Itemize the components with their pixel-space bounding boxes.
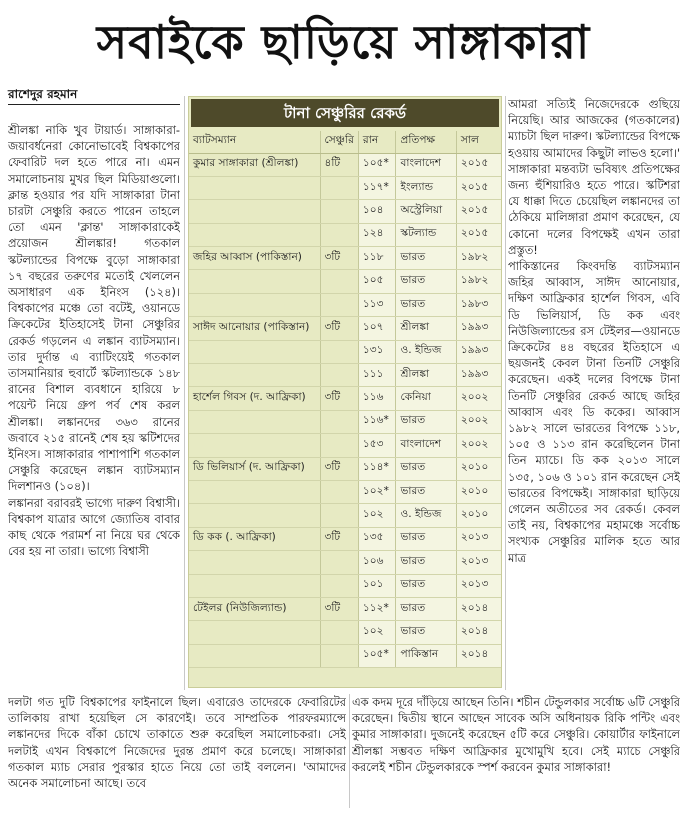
record-row	[189, 176, 501, 199]
cell-opp: ভারত	[396, 247, 456, 270]
cell-opp: ভারত	[396, 480, 456, 503]
record-row	[189, 364, 501, 387]
header-runs: রান	[358, 131, 396, 153]
cell-opp: বাংলাদেশ	[396, 434, 456, 457]
record-box-title: টানা সেঞ্চুরির রেকর্ড	[191, 99, 499, 127]
cell-batsman	[189, 551, 320, 574]
cell-centuries	[320, 340, 358, 363]
cell-year: ২০১৫	[456, 200, 501, 223]
cell-year: ২০১৪	[456, 621, 501, 644]
cell-batsman	[189, 223, 320, 246]
cell-centuries	[320, 223, 358, 246]
record-table	[189, 131, 501, 668]
column-divider-left	[184, 96, 185, 690]
cell-centuries	[320, 176, 358, 199]
cell-opp: ভারত	[396, 574, 456, 597]
cell-batsman	[189, 434, 320, 457]
record-row	[189, 527, 501, 550]
cell-opp: কেনিয়া	[396, 387, 456, 410]
cell-runs: ১২৪	[358, 223, 396, 246]
cell-year: ২০১৪	[456, 644, 501, 667]
record-row	[189, 434, 501, 457]
cell-year: ২০১৩	[456, 574, 501, 597]
cell-batsman: ডি ভিলিয়ার্স (দ. আফ্রিকা)	[189, 457, 320, 480]
right-column	[508, 96, 680, 688]
cell-runs: ১১৬	[358, 387, 396, 410]
record-row	[189, 410, 501, 433]
bottom-left-paragraph: দলটা গত দুটি বিশ্বকাপের ফাইনালে ছিল। এবারেও তাদেরকে ফেবারিটের তালিকায় রাখা হয়েছিল সে কারণেই। তবে সাম্প্রতিক পারফরম্যান্সে লঙ্কানদের দিকে বাঁকা চোখে তাকাতে শুরু করেছিল সমালোচকরা। সেই দলটাই এখন বিশ্বকাপে নিজেদের দুরন্ত প্রমাণ করে চলেছে। সাঙ্গাকারা গতকাল ম্যাচ সেরার পুরস্কার হাতে নিয়ে তো তাই বললেন। 'আমাদের অনেক সমালোচনা আছে। তবে	[8, 695, 346, 791]
cell-year: ২০১৫	[456, 153, 501, 176]
record-row	[189, 200, 501, 223]
left-column	[8, 122, 180, 694]
cell-year: ২০১৫	[456, 223, 501, 246]
record-row	[189, 340, 501, 363]
cell-centuries	[320, 410, 358, 433]
cell-opp: পাকিস্তান	[396, 644, 456, 667]
cell-batsman: টেইলর (নিউজিল্যান্ড)	[189, 597, 320, 620]
cell-centuries: ৩টি	[320, 457, 358, 480]
cell-opp: ও. ইন্ডিজ	[396, 340, 456, 363]
cell-batsman	[189, 176, 320, 199]
cell-centuries: ৩টি	[320, 247, 358, 270]
cell-opp: ভারত	[396, 410, 456, 433]
cell-runs: ১০৫*	[358, 153, 396, 176]
right-paragraph-1: আমরা সত্যিই নিজেদেরকে গুছিয়ে নিয়েছি। আর আজকের (গতকালের) ম্যাচটা ছিল দারুণ। স্কটল্যান্ডের বিপক্ষে হওয়ায় আমাদের কিছুটা লাভও হলো।' সাঙ্গাকারা মন্তব্যটা ভবিষ্যৎ প্রতিপক্ষের জন্য হুঁশিয়ারিও হতে পারে। স্কটিশরা যে ধাক্কা দিতে চেয়েছিল লঙ্কানদের তা ঠেকিয়ে মালিঙ্গারা প্রমাণ করেছেন, যে কোনো দলের বিপক্ষেই এখন তারা প্রস্তুত!	[508, 97, 680, 257]
cell-opp: ভারত	[396, 270, 456, 293]
cell-batsman	[189, 340, 320, 363]
cell-runs: ১১৪*	[358, 457, 396, 480]
header-centuries: সেঞ্চুরি	[320, 131, 358, 153]
cell-year: ১৯৯৩	[456, 364, 501, 387]
cell-centuries	[320, 480, 358, 503]
headline: সবাইকে ছাড়িয়ে সাঙ্গাকারা	[96, 15, 591, 69]
cell-centuries	[320, 270, 358, 293]
cell-batsman	[189, 644, 320, 667]
record-row	[189, 457, 501, 480]
record-row	[189, 621, 501, 644]
cell-runs: ১১৮	[358, 247, 396, 270]
cell-runs: ১৩৫	[358, 527, 396, 550]
cell-centuries: ৩টি	[320, 597, 358, 620]
cell-batsman: সাঈদ আনোয়ার (পাকিস্তান)	[189, 317, 320, 340]
cell-batsman: হার্শেল গিবস (দ. আফ্রিকা)	[189, 387, 320, 410]
cell-opp: বাংলাদেশ	[396, 153, 456, 176]
cell-opp: ও. ইন্ডিজ	[396, 504, 456, 527]
cell-year: ১৯৮৩	[456, 293, 501, 316]
header-batsman: ব্যাটসম্যান	[189, 131, 320, 153]
record-row	[189, 223, 501, 246]
cell-centuries	[320, 200, 358, 223]
record-row	[189, 153, 501, 176]
cell-runs: ১০৬	[358, 551, 396, 574]
cell-year: ২০১৩	[456, 551, 501, 574]
header-opponent: প্রতিপক্ষ	[396, 131, 456, 153]
cell-centuries: ৩টি	[320, 317, 358, 340]
cell-year: ২০০২	[456, 387, 501, 410]
record-row	[189, 293, 501, 316]
cell-batsman: কুমার সাঙ্গাকারা (শ্রীলঙ্কা)	[189, 153, 320, 176]
cell-year: ১৯৮২	[456, 247, 501, 270]
record-row	[189, 270, 501, 293]
cell-year: ২০১৩	[456, 527, 501, 550]
byline-rule	[8, 104, 180, 105]
cell-runs: ১১৬*	[358, 410, 396, 433]
cell-runs: ১১১	[358, 364, 396, 387]
cell-centuries: ৪টি	[320, 153, 358, 176]
record-row	[189, 574, 501, 597]
column-divider-right	[505, 96, 506, 690]
cell-centuries	[320, 293, 358, 316]
cell-opp: ভারত	[396, 527, 456, 550]
cell-year: ২০১৪	[456, 597, 501, 620]
record-row	[189, 480, 501, 503]
cell-runs: ১১৭*	[358, 176, 396, 199]
byline: রাশেদুর রহমান	[8, 87, 78, 101]
cell-runs: ১০৭	[358, 317, 396, 340]
cell-year: ১৯৮২	[456, 270, 501, 293]
cell-year: ১৯৯৩	[456, 340, 501, 363]
cell-batsman: জহির আব্বাস (পাকিস্তান)	[189, 247, 320, 270]
record-table-header	[189, 131, 501, 153]
cell-opp: শ্রীলঙ্কা	[396, 317, 456, 340]
cell-year: ২০১০	[456, 457, 501, 480]
cell-batsman	[189, 410, 320, 433]
cell-year: ১৯৯৩	[456, 317, 501, 340]
cell-batsman	[189, 504, 320, 527]
cell-opp: ভারত	[396, 597, 456, 620]
cell-centuries: ৩টি	[320, 387, 358, 410]
header-year: সাল	[456, 131, 501, 153]
cell-opp: ভারত	[396, 293, 456, 316]
cell-opp: ইংল্যান্ড	[396, 176, 456, 199]
cell-runs: ১০২	[358, 504, 396, 527]
left-paragraph-1: শ্রীলঙ্কা নাকি খুব টায়ার্ড। সাঙ্গাকারা-জয়াবর্ধনেরা কোনোভাবেই বিশ্বকাপের ফেবারিট দল হতে পারে না। এমন সমালোচনায় মুখর ছিল মিডিয়াগুলো। ক্লান্ত হওয়ার পর যদি সাঙ্গাকারা টানা চারটা সেঞ্চুরি করতে পারেন তাহলে তো এমন 'ক্লান্ত' সাঙ্গাকারাকেই প্রয়োজন শ্রীলঙ্কার! গতকাল স্কটল্যান্ডের বিপক্ষে বুড়ো সাঙ্গাকারা ১৭ বছরের তরুণের মতোই খেললেন অসাধারণ এক ইনিংস (১২৪)। বিশ্বকাপের মঞ্চে তো বটেই, ওয়ানডে ক্রিকেটের ইতিহাসেই টানা সেঞ্চুরির রেকর্ড গড়লেন এ লঙ্কান ব্যাটসম্যান। তার দুর্দান্ত এ ব্যাটিংয়েই গতকাল তাসমানিয়ার হুবার্টে স্কটল্যান্ডকে ১৪৮ রানের বিশাল ব্যবধানে হারিয়ে ৮ পয়েন্ট নিয়ে গ্রুপ পর্ব শেষ করল শ্রীলঙ্কা। লঙ্কানদের ৩৬৩ রানের জবাবে ২১৫ রানেই শেষ হয় স্কটিশদের ইনিংস। সাঙ্গাকারার পাশাপাশি গতকাল সেঞ্চুরি করেছেন লঙ্কান ব্যাটসম্যান দিলশানও (১০৪)।	[8, 123, 180, 494]
cell-centuries	[320, 551, 358, 574]
cell-year: ২০০২	[456, 410, 501, 433]
column-divider-bottom	[349, 694, 350, 808]
cell-batsman	[189, 364, 320, 387]
cell-batsman: ডি কক (. আফ্রিকা)	[189, 527, 320, 550]
cell-runs: ১০৫	[358, 270, 396, 293]
cell-opp: স্কটল্যান্ড	[396, 223, 456, 246]
cell-runs: ১০১	[358, 574, 396, 597]
cell-opp: ভারত	[396, 551, 456, 574]
record-row	[189, 597, 501, 620]
record-row	[189, 551, 501, 574]
cell-year: ২০১০	[456, 480, 501, 503]
cell-runs: ১০৪	[358, 200, 396, 223]
right-paragraph-2: পাকিস্তানের কিংবদন্তি ব্যাটসম্যান জহির আব্বাস, সাঈদ আনোয়ার, দক্ষিণ আফ্রিকার হার্শেল গিবস, এবি ডি ভিলিয়ার্স, ডি কক এবং নিউজিল্যান্ডের রস টেইলর—ওয়ানডে ক্রিকেটের ৪৪ বছরের ইতিহাসে এ ছয়জনই কেবল টানা তিনটি সেঞ্চুরি করেছেন। একই দলের বিপক্ষে টানা তিনটি সেঞ্চুরির রেকর্ড আছে জহির আব্বাস এবং ডি ককের। আব্বাস ১৯৮২ সালে ভারতের বিপক্ষে ১১৮, ১০৫ ও ১১৩ রান করেছিলেন টানা তিন ম্যাচে। ডি কক ২০১৩ সালে ১৩৫, ১০৬ ও ১০১ রান করেছেন সেই ভারতের বিপক্ষেই। সাঙ্গাকারা ছাড়িয়ে গেলেন অতীতের সব রেকর্ড। কেবল তাই নয়, বিশ্বকাপের মহামঞ্চে সর্বোচ্চ সংখ্যক সেঞ্চুরির মালিক হতে আর মাত্র	[508, 259, 680, 565]
cell-year: ২০০২	[456, 434, 501, 457]
cell-runs: ১০২*	[358, 480, 396, 503]
record-row	[189, 387, 501, 410]
cell-centuries	[320, 504, 358, 527]
record-row	[189, 504, 501, 527]
cell-batsman	[189, 293, 320, 316]
cell-opp: ভারত	[396, 457, 456, 480]
cell-runs: ১১২*	[358, 597, 396, 620]
cell-runs: ১০৫*	[358, 644, 396, 667]
bottom-left-text	[8, 694, 346, 808]
cell-batsman	[189, 270, 320, 293]
record-row	[189, 247, 501, 270]
record-row	[189, 644, 501, 667]
cell-centuries	[320, 621, 358, 644]
cell-year: ২০১০	[456, 504, 501, 527]
cell-opp: অস্ট্রেলিয়া	[396, 200, 456, 223]
cell-runs: ১৩১	[358, 340, 396, 363]
cell-centuries	[320, 434, 358, 457]
cell-batsman	[189, 621, 320, 644]
cell-batsman	[189, 574, 320, 597]
cell-opp: ভারত	[396, 621, 456, 644]
cell-batsman	[189, 200, 320, 223]
cell-batsman	[189, 480, 320, 503]
cell-runs: ১০২	[358, 621, 396, 644]
cell-runs: ১১৩	[358, 293, 396, 316]
cell-centuries: ৩টি	[320, 527, 358, 550]
left-paragraph-2: লঙ্কানরা বরাবরই ভাগ্যে দারুণ বিশ্বাসী। বিশ্বকাপ যাত্রার আগে জ্যোতিষ বাবার কাছ থেকে পরামর্শ না নিয়ে ঘর থেকে বের হয় না তারা। ভাগ্যে বিশ্বাসী	[8, 495, 180, 559]
record-box	[188, 96, 502, 688]
bottom-right-text	[352, 694, 680, 808]
record-table-body	[189, 153, 501, 668]
bottom-right-paragraph: এক কদম দূরে দাঁড়িয়ে আছেন তিনি। শচীন টেন্ডুলকার সর্বোচ্চ ৬টি সেঞ্চুরি করেছেন। দ্বিতীয় স্থানে আছেন সাবেক অসি অধিনায়ক রিকি পন্টিং এবং কুমার সাঙ্গাকারা। দুজনেই করেছেন ৫টি করে সেঞ্চুরি। কোয়ার্টার ফাইনালে শ্রীলঙ্কা সম্ভবত দক্ষিণ আফ্রিকার মুখোমুখি হবে। সেই ম্যাচে সেঞ্চুরি করলেই শচীন টেন্ডুলকারকে স্পর্শ করবেন কুমার সাঙ্গাকারা!	[352, 695, 680, 774]
cell-centuries	[320, 364, 358, 387]
cell-opp: শ্রীলঙ্কা	[396, 364, 456, 387]
cell-runs: ১৫৩	[358, 434, 396, 457]
cell-centuries	[320, 644, 358, 667]
cell-year: ২০১৫	[456, 176, 501, 199]
cell-centuries	[320, 574, 358, 597]
record-row	[189, 317, 501, 340]
